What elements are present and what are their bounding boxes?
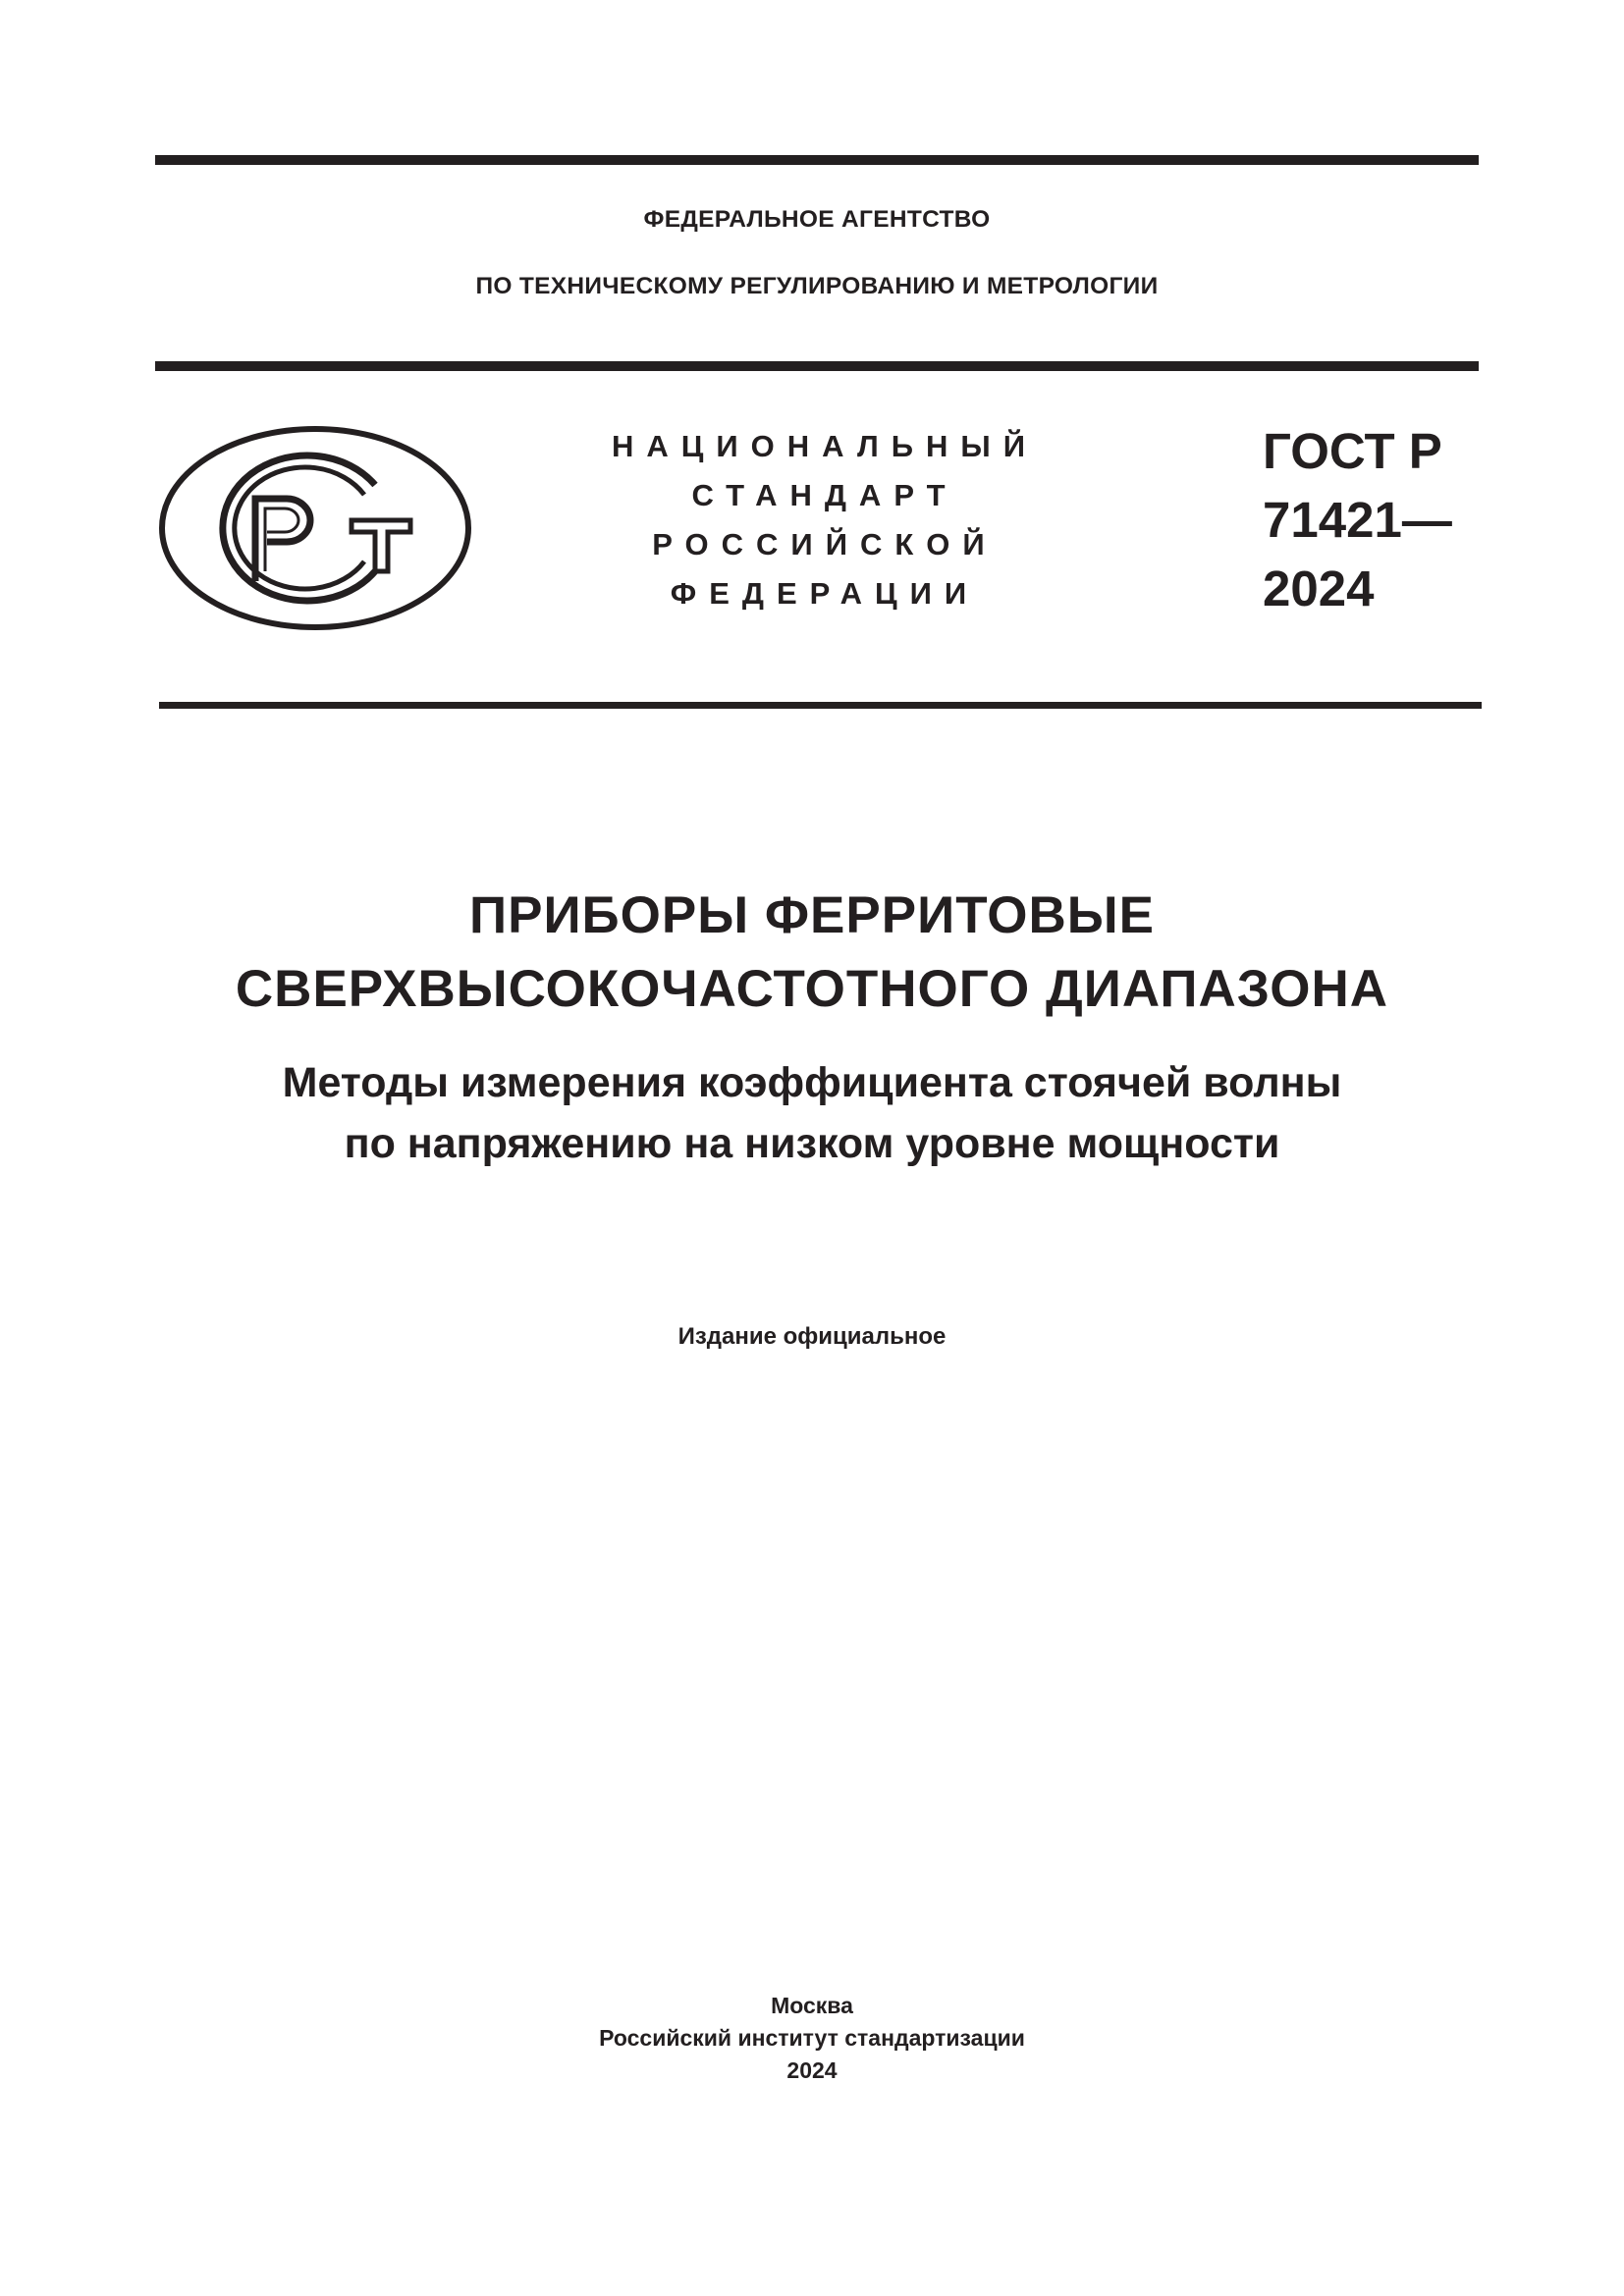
publisher-year: 2024 bbox=[786, 2057, 838, 2083]
rst-certification-mark-icon bbox=[157, 424, 473, 632]
header-divider-rule bbox=[155, 361, 1479, 371]
publisher-block bbox=[0, 1990, 1624, 2087]
title-line1: ПРИБОРЫ ФЕРРИТОВЫЕ bbox=[469, 886, 1155, 944]
designation-line3: 2024 bbox=[1263, 561, 1375, 616]
agency-name-line1: ФЕДЕРАЛЬНОЕ АГЕНТСТВО bbox=[643, 206, 991, 233]
top-rule bbox=[155, 155, 1479, 165]
designation-line2: 71421— bbox=[1263, 492, 1452, 548]
standard-designation bbox=[1263, 417, 1452, 623]
document-title bbox=[0, 879, 1624, 1026]
header-bottom-rule bbox=[159, 702, 1482, 709]
designation-line1: ГОСТ Р bbox=[1263, 423, 1442, 479]
agency-name-line2: ПО ТЕХНИЧЕСКОМУ РЕГУЛИРОВАНИЮ И МЕТРОЛОГИИ bbox=[475, 273, 1159, 299]
national-standard-line1: НАЦИОНАЛЬНЫЙ bbox=[611, 429, 1039, 463]
subtitle-line1: Методы измерения коэффициента стоячей волны bbox=[282, 1059, 1342, 1106]
publisher-city: Москва bbox=[771, 1993, 853, 2018]
publisher-name: Российский институт стандартизации bbox=[599, 2025, 1025, 2051]
national-standard-line2: СТАНДАРТ bbox=[691, 478, 958, 512]
document-subtitle bbox=[0, 1052, 1624, 1174]
edition-note: Издание официальное bbox=[677, 1323, 947, 1350]
national-standard-line4: ФЕДЕРАЦИИ bbox=[670, 576, 980, 611]
title-line2: СВЕРХВЫСОКОЧАСТОТНОГО ДИАПАЗОНА bbox=[235, 960, 1389, 1018]
national-standard-line3: РОССИЙСКОЙ bbox=[652, 527, 998, 561]
subtitle-line2: по напряжению на низком уровне мощности bbox=[344, 1120, 1280, 1167]
national-standard-label bbox=[579, 422, 1070, 618]
